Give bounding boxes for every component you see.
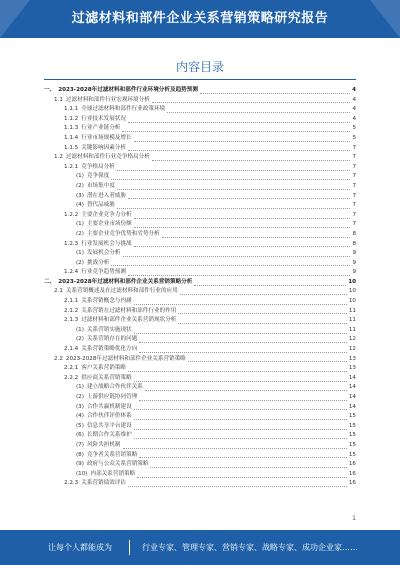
toc-entry[interactable] xyxy=(44,105,356,115)
toc-entry[interactable] xyxy=(44,441,356,451)
toc-entry-page: 9 xyxy=(352,259,356,266)
toc-entry[interactable] xyxy=(44,364,356,374)
toc-entry-page: 4 xyxy=(352,87,356,93)
toc-entry-number: (2) xyxy=(76,230,84,237)
toc-entry-page: 7 xyxy=(352,154,356,161)
toc-entry[interactable] xyxy=(44,240,356,250)
toc-entry-title: 政府与公众关系营销策略 xyxy=(86,461,149,468)
toc-leader-dots xyxy=(139,395,347,401)
toc-entry[interactable] xyxy=(44,115,356,125)
toc-entry-number: 一、 xyxy=(44,87,56,93)
toc-entry-title: 2023-2028年过滤材料和部件企业关系营销策略 xyxy=(65,355,186,362)
toc-entry-title: 关系营销绩效评估 xyxy=(81,480,126,487)
toc-leader-dots xyxy=(134,414,347,420)
toc-entry[interactable] xyxy=(44,268,356,278)
toc-entry-page: 14 xyxy=(348,403,356,410)
toc-entry-title: 关系营销策略优化方向 xyxy=(81,346,138,353)
toc-entry-title: 关系营销在过滤材料和部件行业的作用 xyxy=(81,307,177,314)
toc-entry-page: 10 xyxy=(348,288,356,295)
toc-entry-number: (2) xyxy=(76,394,84,400)
toc-entry[interactable] xyxy=(44,220,356,230)
toc-leader-dots xyxy=(145,385,347,391)
toc-entry-title: 风险共担机制 xyxy=(86,441,121,448)
toc-entry-title: 主要企业市场份额 xyxy=(86,221,132,228)
toc-entry-page: 16 xyxy=(348,480,356,487)
toc-entry-number: 1.2.2 xyxy=(64,211,79,218)
toc-entry[interactable] xyxy=(44,182,356,192)
toc-entry-page: 7 xyxy=(352,173,356,180)
toc-entry-title: 长期合作关系维护 xyxy=(86,432,132,439)
toc-entry-number: 1.1.3 xyxy=(64,125,79,132)
toc-entry-title: 主要企业竞争力分析 xyxy=(81,211,132,218)
toc-entry-page: 12 xyxy=(348,346,356,353)
toc-entry-title: 内部关系营销策略 xyxy=(90,470,136,477)
toc-entry[interactable] xyxy=(44,412,356,422)
toc-entry-page: 9 xyxy=(352,269,356,276)
toc-leader-dots xyxy=(117,203,351,209)
toc-entry-title: 市场集中度 xyxy=(86,182,115,189)
toc-entry-number: (3) xyxy=(76,403,84,410)
toc-entry[interactable] xyxy=(44,192,356,202)
toc-leader-dots xyxy=(117,184,351,190)
toc-entry-title: 行业发展机会与挑战 xyxy=(81,240,132,247)
toc-entry-page: 8 xyxy=(352,240,356,247)
toc-entry-number: (2) xyxy=(76,336,84,343)
toc-heading: 内容目录 xyxy=(175,60,224,74)
toc-entry[interactable] xyxy=(44,287,356,297)
toc-entry[interactable] xyxy=(44,393,356,403)
toc-entry-number: (1) xyxy=(76,384,84,391)
toc-leader-dots xyxy=(134,376,347,382)
toc-leader-dots xyxy=(162,232,351,238)
toc-entry[interactable] xyxy=(44,249,356,259)
toc-entry-title: 供应商关系营销策略 xyxy=(81,374,132,381)
toc-entry-page: 15 xyxy=(348,441,356,448)
toc-entry-number: 1.2.4 xyxy=(64,269,79,276)
toc-entry[interactable] xyxy=(44,201,356,211)
toc-entry-number: 1.2 xyxy=(54,154,63,161)
toc-entry[interactable] xyxy=(44,470,356,480)
toc-leader-dots xyxy=(134,433,347,439)
toc-entry-page: 8 xyxy=(352,230,356,237)
toc-entry-title: 全球过滤材料和部件行业政策环境 xyxy=(81,106,166,113)
toc-entry[interactable] xyxy=(44,211,356,221)
toc-entry[interactable] xyxy=(44,345,356,355)
toc-entry-page: 4 xyxy=(352,115,356,122)
toc-entry-page: 12 xyxy=(348,336,356,343)
toc-entry[interactable] xyxy=(44,374,356,384)
toc-entry[interactable] xyxy=(44,316,356,326)
toc-entry-number: 2.1.4 xyxy=(64,346,79,353)
toc-leader-dots xyxy=(139,337,347,343)
toc-leader-dots xyxy=(128,145,350,151)
toc-entry[interactable] xyxy=(44,479,356,489)
toc-leader-dots xyxy=(134,328,347,334)
toc-entry-title: 行业市场规模及增长 xyxy=(81,134,132,141)
toc-entry-number: 1.1.1 xyxy=(64,106,79,113)
toc-entry[interactable] xyxy=(44,431,356,441)
toc-leader-dots xyxy=(134,213,351,219)
toc-entry-page: 11 xyxy=(348,307,356,314)
toc-entry-number: (4) xyxy=(76,202,84,209)
toc-entry[interactable] xyxy=(44,278,356,288)
toc-entry-title: 合作伙伴评价体系 xyxy=(86,413,132,420)
toc-entry-page: 11 xyxy=(348,317,356,324)
toc-entry-page: 4 xyxy=(352,96,356,103)
toc-entry-page: 15 xyxy=(348,422,356,429)
toc-entry-title: 竞争强度 xyxy=(86,173,110,180)
toc-leader-dots xyxy=(152,155,351,161)
toc-entry-number: (2) xyxy=(76,182,84,189)
toc-entry-number: 二、 xyxy=(44,278,56,285)
toc-entry[interactable] xyxy=(44,230,356,240)
footer-tagline: 行业专家、管理专家、营销专家、战略专家、成功企业家…… xyxy=(142,543,358,552)
toc-entry-number: (1) xyxy=(76,250,84,257)
toc-entry-page: 14 xyxy=(348,394,356,400)
toc-entry-number: (9) xyxy=(76,461,84,468)
toc-entry-page: 10 xyxy=(348,278,356,285)
toc-entry-number: (1) xyxy=(76,221,84,228)
toc-entry-number: 2.2.3 xyxy=(64,480,79,487)
toc-leader-dots xyxy=(128,270,350,276)
toc-entry-title: 关系营销存在的问题 xyxy=(86,336,138,343)
toc-entry[interactable] xyxy=(44,326,356,336)
toc-entry[interactable] xyxy=(44,86,356,96)
toc-entry-title: 竞争者关系营销策略 xyxy=(86,451,138,458)
toc-entry-number: (1) xyxy=(76,173,84,180)
toc-entry-title: 关系营销概念与内涵 xyxy=(81,298,132,305)
toc-leader-dots xyxy=(134,299,347,305)
toc-entry-number: 2.1.3 xyxy=(64,317,79,324)
toc-entry-page: 16 xyxy=(348,461,356,468)
toc-entry-title: 过滤材料和部件企业关系营销现状分析 xyxy=(81,317,177,324)
toc-entry-page: 4 xyxy=(352,106,356,113)
toc-entry-page: 15 xyxy=(348,413,356,420)
toc-entry-number: 1.1.5 xyxy=(64,144,79,151)
toc-leader-dots xyxy=(128,193,350,199)
toc-leader-dots xyxy=(200,88,350,94)
toc-leader-dots xyxy=(188,356,347,362)
toc-entry-number: 2.2 xyxy=(54,355,63,362)
toc-entry-page: 14 xyxy=(348,384,356,391)
toc-entry-number: 1.1.2 xyxy=(64,115,79,122)
toc-entry-number: 2.1.1 xyxy=(64,298,79,305)
toc-entry[interactable] xyxy=(44,355,356,365)
toc-entry-page: 13 xyxy=(348,355,356,362)
toc-entry[interactable] xyxy=(44,335,356,345)
toc-entry[interactable] xyxy=(44,307,356,317)
toc-leader-dots xyxy=(122,126,350,132)
toc-leader-dots xyxy=(139,347,347,353)
toc-leader-dots xyxy=(128,117,350,123)
toc-list xyxy=(44,86,356,489)
toc-entry-page: 5 xyxy=(352,134,356,141)
toc-leader-dots xyxy=(128,366,347,372)
toc-entry[interactable] xyxy=(44,134,356,144)
toc-leader-dots xyxy=(137,472,347,478)
toc-entry-page: 7 xyxy=(352,192,356,199)
toc-entry-title: 关系营销实施现状 xyxy=(86,326,132,333)
toc-entry-title: 发展机会分析 xyxy=(86,250,121,257)
toc-entry[interactable] xyxy=(44,383,356,393)
toc-entry-page: 7 xyxy=(352,211,356,218)
toc-leader-dots xyxy=(123,251,351,257)
toc-leader-dots xyxy=(178,308,347,314)
toc-entry-page: 15 xyxy=(348,451,356,458)
toc-leader-dots xyxy=(180,289,347,295)
toc-entry-number: 2.1 xyxy=(54,288,63,295)
toc-leader-dots xyxy=(167,107,350,113)
toc-entry-title: 替代品威胁 xyxy=(86,202,115,209)
toc-divider xyxy=(44,79,356,80)
toc-entry-title: 2023-2028年过滤材料和部件企业关系营销策略分析 xyxy=(58,278,193,285)
toc-leader-dots xyxy=(178,318,347,324)
toc-entry-number: (5) xyxy=(76,422,84,429)
toc-leader-dots xyxy=(134,404,347,410)
toc-leader-dots xyxy=(117,165,351,171)
toc-entry-page: 10 xyxy=(348,298,356,305)
toc-leader-dots xyxy=(111,174,350,180)
footer-divider xyxy=(129,540,130,555)
toc-entry[interactable] xyxy=(44,403,356,413)
toc-entry-number: (3) xyxy=(76,192,84,199)
toc-entry-number: (1) xyxy=(76,326,84,333)
toc-leader-dots xyxy=(152,97,351,103)
toc-entry-title: 竞争格局分析 xyxy=(81,163,115,170)
toc-entry[interactable] xyxy=(44,297,356,307)
footer-slogan: 让每个人都能成为 xyxy=(48,543,112,552)
toc-entry-page: 11 xyxy=(348,326,356,333)
toc-entry-number: 2.2.1 xyxy=(64,365,79,372)
report-title: 过滤材料和部件企业关系营销策略研究报告 xyxy=(71,11,329,26)
toc-entry-title: 行业技术发展状况 xyxy=(81,115,126,122)
toc-entry-title: 建立战略合作伙伴关系 xyxy=(86,384,143,391)
toc-leader-dots xyxy=(150,462,346,468)
toc-entry-page: 7 xyxy=(352,163,356,170)
toc-entry-page: 16 xyxy=(348,470,356,477)
toc-entry-page: 13 xyxy=(348,365,356,372)
toc-leader-dots xyxy=(194,280,346,286)
toc-entry-page: 7 xyxy=(352,221,356,228)
toc-entry-page: 7 xyxy=(352,144,356,151)
toc-entry-title: 合作共赢机制建设 xyxy=(86,403,132,410)
toc-entry-number: 2.1.2 xyxy=(64,307,79,314)
toc-entry-number: 1.1.4 xyxy=(64,134,79,141)
toc-entry-number: 1.1 xyxy=(54,96,63,103)
toc-entry-title: 过滤材料和部件行业竞争格局分析 xyxy=(65,154,150,161)
toc-entry-title: 挑战分析 xyxy=(86,259,110,266)
toc-leader-dots xyxy=(134,241,351,247)
toc-entry-page: 14 xyxy=(348,374,356,381)
toc-entry[interactable] xyxy=(44,163,356,173)
toc-entry[interactable] xyxy=(44,172,356,182)
toc-leader-dots xyxy=(111,260,350,266)
toc-entry-number: (10) xyxy=(76,470,88,477)
toc-entry-title: 关系营销概述及在过滤材料和部件行业的应用 xyxy=(65,288,178,295)
toc-entry-page: 7 xyxy=(352,182,356,189)
toc-entry[interactable] xyxy=(44,422,356,432)
toc-entry-title: 潜在进入者威胁 xyxy=(86,192,127,199)
toc-entry-title: 信息共享平台建设 xyxy=(86,422,132,429)
toc-leader-dots xyxy=(134,136,351,142)
toc-entry-number: 1.2.3 xyxy=(64,240,79,247)
toc-entry-number: (7) xyxy=(76,441,84,448)
toc-entry[interactable] xyxy=(44,144,356,154)
toc-entry-title: 上游供应链协同管理 xyxy=(86,394,138,400)
page-number: 1 xyxy=(352,515,356,522)
toc-entry[interactable] xyxy=(44,153,356,163)
toc-entry-number: (4) xyxy=(76,413,84,420)
toc-entry[interactable] xyxy=(44,259,356,269)
toc-entry-number: (8) xyxy=(76,451,84,458)
toc-entry-title: 过滤材料和部件行业宏观环境分析 xyxy=(65,96,150,103)
toc-entry-title: 行业产业链分析 xyxy=(81,125,121,132)
toc-leader-dots xyxy=(123,443,347,449)
toc-entry[interactable] xyxy=(44,460,356,470)
toc-entry-number: (6) xyxy=(76,432,84,439)
toc-entry-page: 15 xyxy=(348,432,356,439)
toc-entry-number: (2) xyxy=(76,259,84,266)
toc-entry-title: 客户关系营销策略 xyxy=(81,365,126,372)
toc-entry-title: 主要企业竞争优势和劣势分析 xyxy=(86,230,160,237)
toc-leader-dots xyxy=(139,452,347,458)
toc-entry-page: 7 xyxy=(352,202,356,209)
toc-entry-title: 关键影响因素分析 xyxy=(81,144,126,151)
toc-entry-page: 5 xyxy=(352,125,356,132)
toc-entry-page: 9 xyxy=(352,250,356,257)
toc-entry[interactable] xyxy=(44,451,356,461)
toc-entry-number: 1.2.1 xyxy=(64,163,79,170)
toc-leader-dots xyxy=(128,481,347,487)
toc-leader-dots xyxy=(134,222,351,228)
toc-entry[interactable] xyxy=(44,96,356,106)
toc-leader-dots xyxy=(134,424,347,430)
toc-entry-title: 2023-2028年过滤材料和部件行业环境分析及趋势预测 xyxy=(58,87,198,93)
toc-entry[interactable] xyxy=(44,124,356,134)
toc-entry-number: 2.2.2 xyxy=(64,374,79,381)
toc-entry-title: 行业竞争趋势预测 xyxy=(81,269,126,276)
